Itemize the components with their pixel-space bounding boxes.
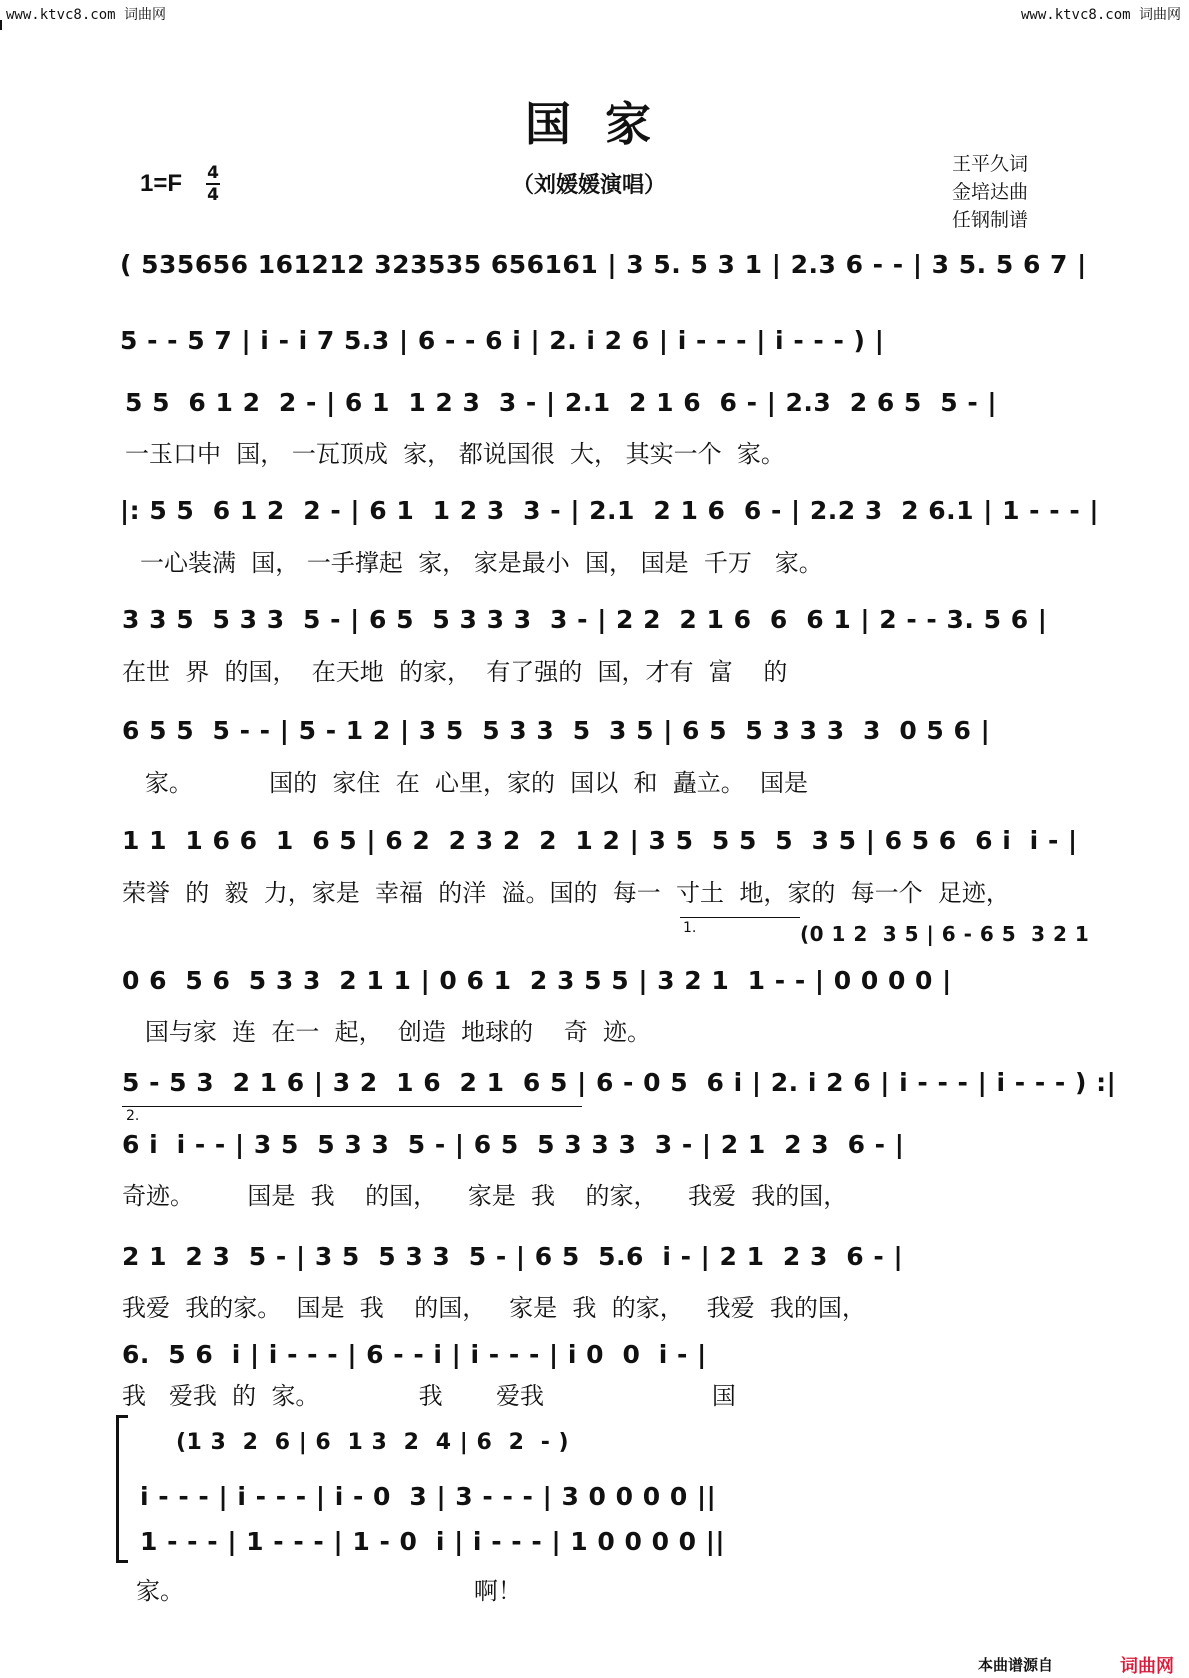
lyricist-credit: 王平久词: [952, 153, 1029, 175]
lyric-row-5: 在世 界 的国， 在天地 的家， 有了强的 国，才有 富 的: [122, 658, 788, 686]
volta-2-bracket: [122, 1106, 582, 1107]
staff-row-8-notes: 0 6 5 6 5 3 3 2 1 1 | 0 6 1 2 3 5 5 | 3 2 1 1 - - | 0 0 0 0 |: [122, 966, 952, 995]
time-signature-bottom: 4: [207, 185, 219, 205]
staff-row-1-notes: ( 535656 161212 323535 656161 | 3 5. 5 3 1 | 2.3 6 - - | 3 5. 5 6 7 |: [120, 250, 1087, 279]
key-signature: 1=F: [140, 170, 183, 197]
lyric-row-4: 一心装满 国， 一手撑起 家， 家是最小 国， 国是 千万 家。: [140, 549, 823, 577]
staff-row-13-notes: (1 3 2 6 | 6 1 3 2 4 | 6 2 - ): [176, 1430, 570, 1455]
staff-row-10-notes: 6 i i - - | 3 5 5 3 3 5 - | 6 5 5 3 3 3 3 - | 2 1 2 3 6 - |: [122, 1130, 905, 1159]
staff-row-4-notes: |: 5 5 6 1 2 2 - | 6 1 1 2 3 3 - | 2.1 2 1 6 6 - | 2.2 3 2 6.1 | 1 - - - |: [120, 496, 1100, 525]
singer-credit: （刘媛媛演唱）: [512, 173, 667, 198]
staff-row-7-notes: 1 1 1 6 6 1 6 5 | 6 2 2 3 2 2 1 2 | 3 5 5 5 5 3 5 | 6 5 6 6 i i - |: [122, 826, 1078, 855]
staff-row-12-notes: 6. 5 6 i | i - - - | 6 - - i | i - - - | i 0 0 i - |: [122, 1340, 707, 1369]
footer-logo[interactable]: 词曲网: [1120, 1656, 1174, 1677]
lyric-row-7: 荣誉 的 毅 力，家是 幸福 的洋 溢。国的 每一 寸土 地，家的 每一个 足迹，: [122, 879, 1010, 907]
interlude-notes: (0 1 2 3 5 | 6 - 6 5 3 2 1: [800, 922, 1090, 946]
lyric-row-11: 我爱 我的家。 国是 我 的国， 家是 我 的家， 我爱 我的国，: [122, 1294, 866, 1322]
footer-source: 本曲谱源自: [978, 1656, 1054, 1674]
staff-row-9-notes: 5 - 5 3 2 1 6 | 3 2 1 6 2 1 6 5 | 6 - 0 5 6 i | 2. i 2 6 | i - - - | i - - - ) :|: [122, 1068, 1117, 1097]
page-left-edge: [0, 20, 2, 30]
time-signature-top: 4: [207, 163, 219, 183]
system-brace-top: [116, 1415, 128, 1418]
staff-row-11-notes: 2 1 2 3 5 - | 3 5 5 3 3 5 - | 6 5 5.6 i - | 2 1 2 3 6 - |: [122, 1242, 904, 1271]
staff-row-5-notes: 3 3 5 5 3 3 5 - | 6 5 5 3 3 3 3 - | 2 2 2 1 6 6 6 1 | 2 - - 3. 5 6 |: [122, 605, 1048, 634]
arranger-credit: 任钢制谱: [952, 209, 1029, 231]
lyric-row-10: 奇迹。 国是 我 的国， 家是 我 的家， 我爱 我的国，: [122, 1182, 848, 1210]
song-title: 国家: [525, 97, 685, 151]
credits-block: [952, 150, 1028, 234]
volta-1-bracket: [680, 917, 800, 918]
lyric-row-6: 家。 国的 家住 在 心里，家的 国以 和 矗立。 国是: [122, 769, 808, 797]
staff-row-6-notes: 6 5 5 5 - - | 5 - 1 2 | 3 5 5 3 3 5 3 5 | 6 5 5 3 3 3 3 0 5 6 |: [122, 716, 991, 745]
header-right-site: www.ktvc8.com 词曲网: [1020, 7, 1181, 23]
staff-row-2-notes: 5 - - 5 7 | i - i 7 5.3 | 6 - - 6 i | 2. i 2 6 | i - - - | i - - - ) |: [120, 326, 885, 355]
volta-1-label: 1.: [683, 920, 697, 936]
lyric-row-3: 一玉口中 国， 一瓦顶成 家， 都说国很 大， 其实一个 家。: [125, 440, 785, 468]
system-brace-bottom: [116, 1560, 128, 1563]
staff-row-3-notes: 5 5 6 1 2 2 - | 6 1 1 2 3 3 - | 2.1 2 1 6 6 - | 2.3 2 6 5 5 - |: [125, 388, 998, 417]
composer-credit: 金培达曲: [952, 181, 1029, 203]
lyric-row-15: 家。 啊！: [136, 1577, 522, 1605]
time-signature: [206, 164, 220, 204]
staff-row-15-notes: 1 - - - | 1 - - - | 1 - 0 i | i - - - | 1 0 0 0 0 ||: [140, 1527, 726, 1556]
staff-row-14-notes: i - - - | i - - - | i - 0 3 | 3 - - - | 3 0 0 0 0 ||: [140, 1482, 717, 1511]
volta-2-label: 2.: [126, 1108, 140, 1124]
lyric-row-12: 我 爱我 的 家。 我 爱我 国: [122, 1382, 736, 1410]
header-left-site: www.ktvc8.com 词曲网: [6, 7, 167, 23]
system-brace: [116, 1415, 119, 1563]
lyric-row-8: 国与家 连 在一 起， 创造 地球的 奇 迹。: [122, 1018, 651, 1046]
